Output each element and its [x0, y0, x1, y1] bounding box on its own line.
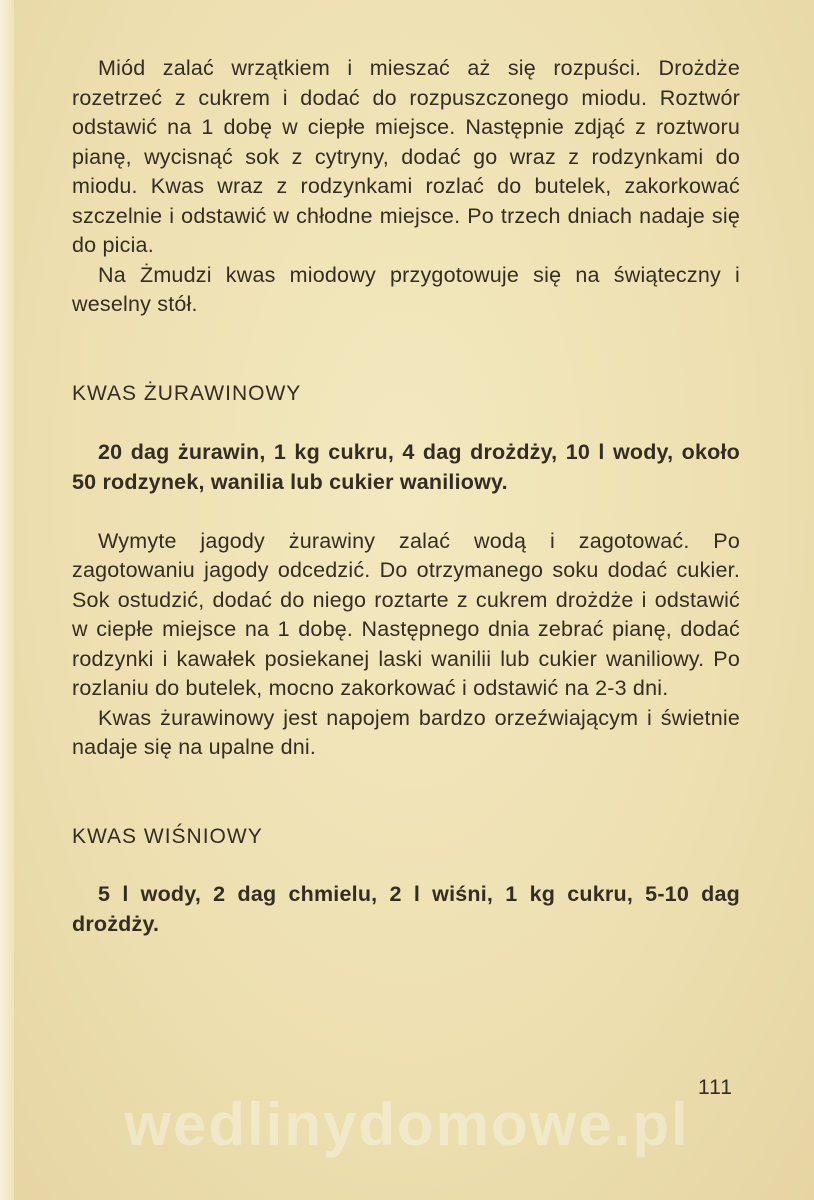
- watermark: wedlinydomowe.pl: [124, 1091, 690, 1158]
- zurawinowy-paragraph-2: Kwas żurawinowy jest napojem bardzo orzeźwiającym i świetnie nadaje się na upalne dni.: [72, 705, 740, 759]
- zurawinowy-ingredients: 20 dag żurawin, 1 kg cukru, 4 dag drożdży, 10 l wody, około 50 rodzynek, wanilia lub cukier waniliowy.: [72, 439, 740, 494]
- page-content: [72, 54, 740, 939]
- wisniowy-ingredients: 5 l wody, 2 dag chmielu, 2 l wiśni, 1 kg cukru, 5-10 dag drożdży.: [72, 881, 740, 936]
- miodowy-paragraph-2: Na Żmudzi kwas miodowy przygotowuje się na świąteczny i weselny stół.: [72, 262, 740, 316]
- miodowy-paragraph-1: Miód zalać wrzątkiem i mieszać aż się rozpuści. Drożdże rozetrzeć z cukrem i dodać do rozpuszczonego miodu. Roztwór odstawić na 1 dobę w ciepłe miejsce. Następnie zdjąć z roztworu pianę, wycisnąć sok z cytryny, dodać go wraz z rodzynkami do miodu. Kwas wraz z rodzynkami rozlać do butelek, zakorkować szczelnie i odstawić w chłodne miejsce. Po trzech dniach nadaje się do picia.: [72, 56, 740, 257]
- wisniowy-heading: KWAS WIŚNIOWY: [72, 824, 263, 848]
- page-edge: [0, 0, 14, 1200]
- zurawinowy-paragraph-1: Wymyte jagody żurawiny zalać wodą i zagotować. Po zagotowaniu jagody odcedzić. Do otrzymanego soku dodać cukier. Sok ostudzić, dodać do niego roztarte z cukrem drożdże i odstawić w ciepłe miejsce na 1 dobę. Następnego dnia zebrać pianę, dodać rodzynki i kawałek posiekanej laski wanilii lub cukier waniliowy. Po rozlaniu do butelek, mocno zakorkować i odstawić na 2-3 dni.: [72, 528, 740, 700]
- zurawinowy-heading: KWAS ŻURAWINOWY: [72, 381, 302, 405]
- page-number: 111: [698, 1076, 733, 1099]
